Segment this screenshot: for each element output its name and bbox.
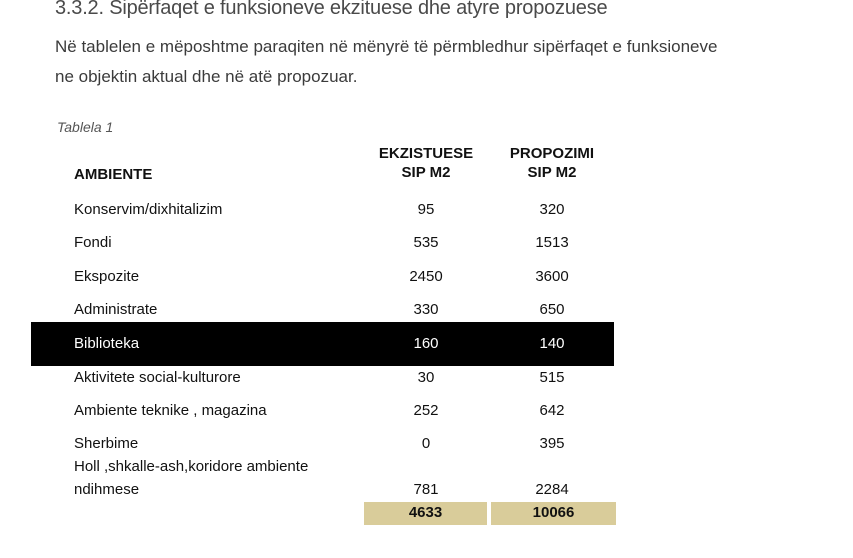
row-name-fondi: Fondi — [74, 234, 112, 251]
row-existing-konservim: 95 — [417, 201, 435, 218]
row-existing-biblioteka: 160 — [413, 335, 439, 352]
row-proposed-ekspozite: 3600 — [535, 268, 569, 285]
row-name-holl-line2: ndihmese — [74, 481, 140, 498]
paragraph-line: Në tablelen e mëposhtme paraqiten në mënyrë të përmbledhur sipërfaqet e funksioneve — [55, 37, 718, 56]
section-heading: 3.3.2. Sipërfaqet e funksioneve ekzituese dhe atyre propozuese — [55, 0, 608, 19]
row-proposed-aktivitete: 515 — [539, 369, 565, 386]
row-proposed-ambiente-teknike: 642 — [539, 402, 565, 419]
row-name-sherbime: Sherbime — [74, 435, 139, 452]
row-existing-fondi: 535 — [413, 234, 439, 251]
row-proposed-holl: 2284 — [535, 481, 569, 498]
row-existing-ekspozite: 2450 — [409, 268, 443, 285]
header-existing-line2: SIP M2 — [401, 164, 451, 181]
row-existing-aktivitete: 30 — [417, 369, 435, 386]
row-name-biblioteka: Biblioteka — [74, 335, 140, 352]
total-proposed: 10066 — [532, 504, 575, 521]
header-existing — [366, 145, 486, 181]
header-existing-line1: EKZISTUESE — [378, 145, 474, 162]
row-name-holl-line1: Holl ,shkalle-ash,koridore ambiente — [74, 458, 309, 475]
paragraph-line: ne objektin aktual dhe në atë propozuar. — [55, 67, 358, 86]
row-proposed-sherbime: 395 — [539, 435, 565, 452]
row-existing-ambiente-teknike: 252 — [413, 402, 439, 419]
row-existing-holl: 781 — [413, 481, 439, 498]
header-proposed — [492, 145, 612, 181]
table-caption: Tablela 1 — [57, 119, 114, 135]
row-existing-administrate: 330 — [413, 301, 439, 318]
header-proposed-line1: PROPOZIMI — [509, 145, 595, 162]
row-proposed-biblioteka: 140 — [539, 335, 565, 352]
row-proposed-fondi: 1513 — [535, 234, 569, 251]
row-name-aktivitete: Aktivitete social-kulturore — [74, 369, 241, 386]
row-name-ekspozite: Ekspozite — [74, 268, 140, 285]
row-name-ambiente-teknike: Ambiente teknike , magazina — [74, 402, 267, 419]
header-ambiente: AMBIENTE — [74, 166, 153, 183]
row-name-administrate: Administrate — [74, 301, 158, 318]
header-proposed-line2: SIP M2 — [527, 164, 577, 181]
row-name-konservim: Konservim/dixhitalizim — [74, 201, 223, 218]
total-existing: 4633 — [408, 504, 443, 521]
row-existing-sherbime: 0 — [421, 435, 431, 452]
highlighted-row-biblioteka — [31, 322, 614, 366]
row-proposed-konservim: 320 — [539, 201, 565, 218]
row-proposed-administrate: 650 — [539, 301, 565, 318]
